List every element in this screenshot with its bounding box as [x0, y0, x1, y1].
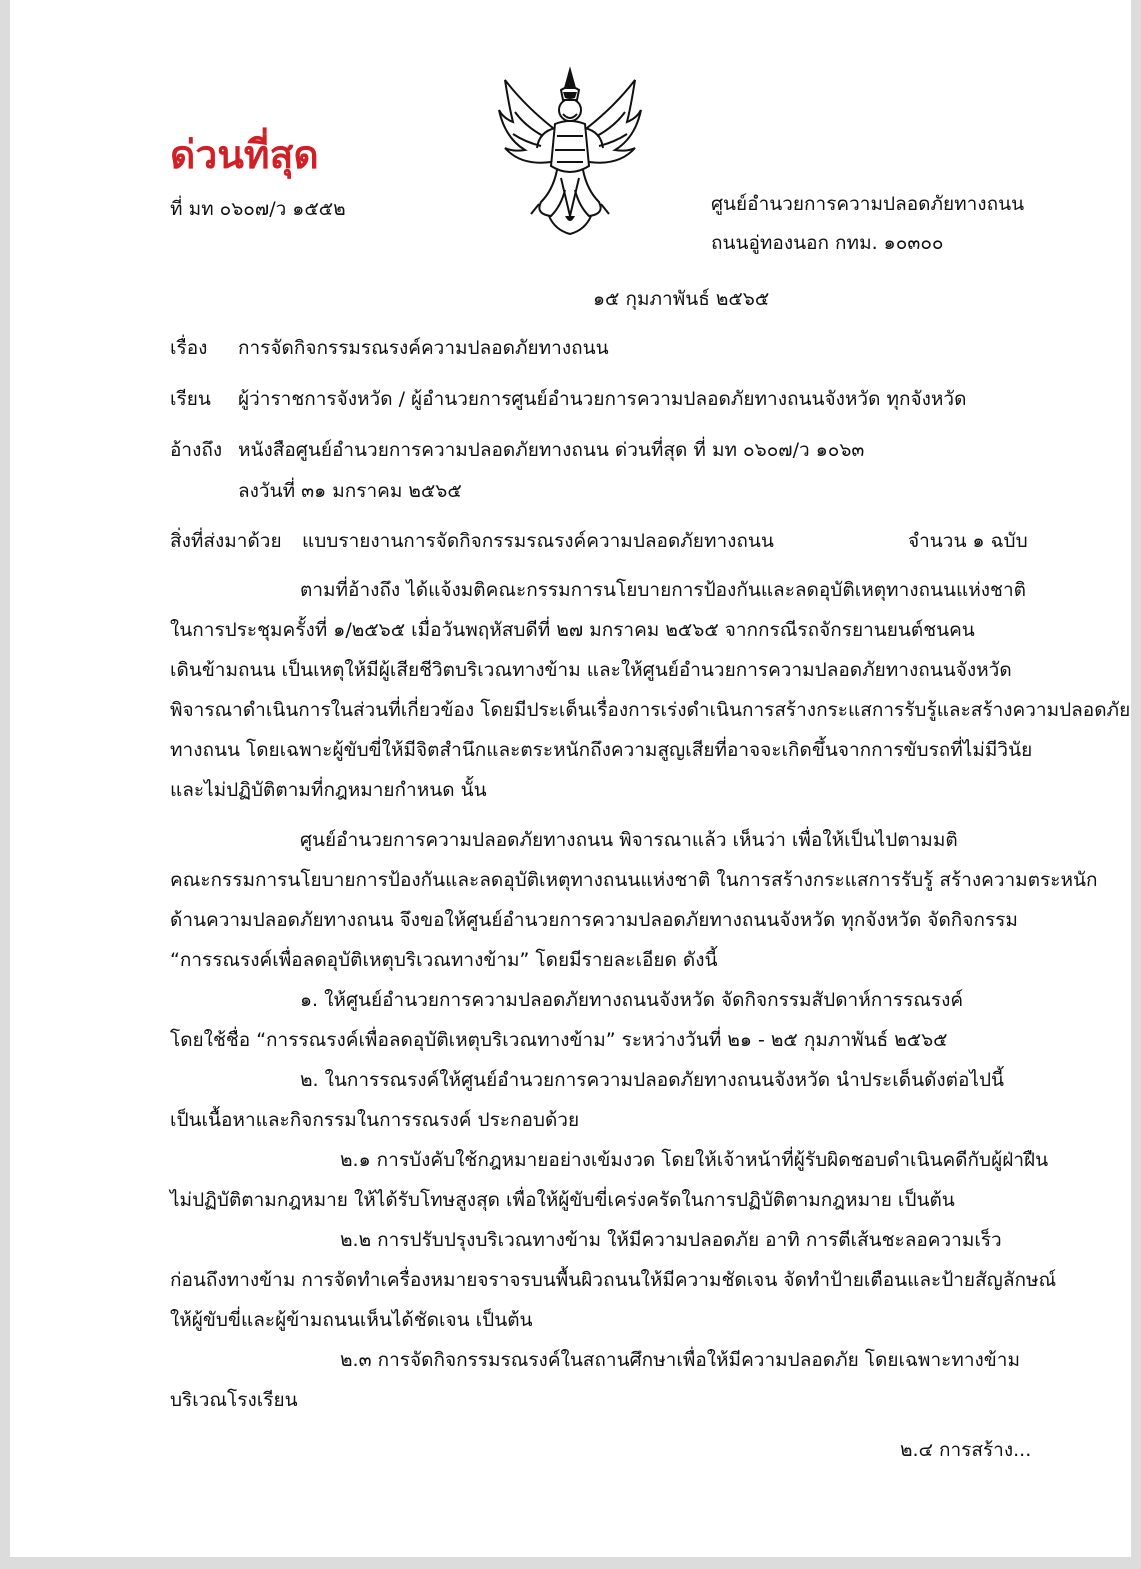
paragraph-2-line: คณะกรรมการนโยบายการป้องกันและลดอุบัติเหตุทางถนนแห่งชาติ ในการสร้างกระแสการรับรู้ สร้างความตระหนัก	[170, 869, 1098, 891]
organization-address: ถนนอู่ทองนอก กทม. ๑๐๓๐๐	[711, 232, 944, 254]
page-continuation: ๒.๔ การสร้าง...	[900, 1439, 1032, 1461]
page-edge-left	[0, 0, 10, 1569]
document-page	[10, 0, 1131, 1557]
paragraph-1-line: และไม่ปฏิบัติตามที่กฎหมายกำหนด นั้น	[170, 779, 487, 801]
item-2-1-line: ไม่ปฏิบัติตามกฎหมาย ให้ได้รับโทษสูงสุด เพื่อให้ผู้ขับขี่เคร่งครัดในการปฏิบัติตามกฎหมาย เป็นต้น	[170, 1189, 955, 1211]
paragraph-2-line: ศูนย์อำนวยการความปลอดภัยทางถนน พิจารณาแล้ว เห็นว่า เพื่อให้เป็นไปตามมติ	[300, 829, 958, 851]
enclosure-count: จำนวน ๑ ฉบับ	[908, 530, 1028, 552]
paragraph-1-line: ในการประชุมครั้งที่ ๑/๒๕๖๕ เมื่อวันพฤหัสบดีที่ ๒๗ มกราคม ๒๕๖๕ จากกรณีรถจักรยานยนต์ชนคน	[170, 619, 975, 641]
item-2-2-line: ก่อนถึงทางข้าม การจัดทำเครื่องหมายจราจรบนพื้นผิวถนนให้มีความชัดเจน จัดทำป้ายเตือนและป้ายสัญลักษณ์	[170, 1269, 1057, 1291]
item-2-1-line: ๒.๑ การบังคับใช้กฎหมายอย่างเข้มงวด โดยให้เจ้าหน้าที่ผู้รับผิดชอบดำเนินคดีกับผู้ฝ่าฝืน	[340, 1149, 1049, 1171]
subject-label: เรื่อง	[170, 337, 208, 359]
page-edge-bottom	[0, 1557, 1141, 1569]
reference-line-2: ลงวันที่ ๓๑ มกราคม ๒๕๖๕	[238, 480, 462, 502]
recipient-label: เรียน	[170, 388, 211, 410]
recipient-value: ผู้ว่าราชการจังหวัด / ผู้อำนวยการศูนย์อำนวยการความปลอดภัยทางถนนจังหวัด ทุกจังหวัด	[238, 388, 967, 410]
issuing-organization: ศูนย์อำนวยการความปลอดภัยทางถนน	[711, 193, 1025, 215]
document-date: ๑๕ กุมภาพันธ์ ๒๕๖๕	[593, 288, 770, 310]
urgency-stamp: ด่วนที่สุด	[170, 133, 319, 178]
enclosure-label: สิ่งที่ส่งมาด้วย	[170, 530, 282, 552]
garuda-emblem-icon	[495, 66, 645, 238]
reference-line-1: หนังสือศูนย์อำนวยการความปลอดภัยทางถนน ด่วนที่สุด ที่ มท ๐๖๐๗/ว ๑๐๖๓	[238, 439, 865, 461]
item-2-2-line: ๒.๒ การปรับปรุงบริเวณทางข้าม ให้มีความปลอดภัย อาทิ การตีเส้นชะลอความเร็ว	[340, 1229, 1002, 1251]
document-number: ที่ มท ๐๖๐๗/ว ๑๕๕๒	[170, 198, 346, 220]
item-2-3-line: บริเวณโรงเรียน	[170, 1389, 298, 1411]
paragraph-1-line: ตามที่อ้างถึง ได้แจ้งมติคณะกรรมการนโยบายการป้องกันและลดอุบัติเหตุทางถนนแห่งชาติ	[300, 579, 1026, 601]
paragraph-1-line: เดินข้ามถนน เป็นเหตุให้มีผู้เสียชีวิตบริเวณทางข้าม และให้ศูนย์อำนวยการความปลอดภัยทางถนนจังหวัด	[170, 659, 1012, 681]
item-1-line: โดยใช้ชื่อ “การรณรงค์เพื่อลดอุบัติเหตุบริเวณทางข้าม” ระหว่างวันที่ ๒๑ - ๒๕ กุมภาพันธ์ ๒๕๖๕	[170, 1029, 948, 1051]
reference-label: อ้างถึง	[170, 439, 223, 461]
paragraph-2-line: “การรณรงค์เพื่อลดอุบัติเหตุบริเวณทางข้าม” โดยมีรายละเอียด ดังนี้	[170, 949, 718, 971]
item-2-3-line: ๒.๓ การจัดกิจกรรมรณรงค์ในสถานศึกษาเพื่อให้มีความปลอดภัย โดยเฉพาะทางข้าม	[340, 1349, 1020, 1371]
item-2-2-line: ให้ผู้ขับขี่และผู้ข้ามถนนเห็นได้ชัดเจน เป็นต้น	[170, 1309, 533, 1331]
paragraph-2-line: ด้านความปลอดภัยทางถนน จึงขอให้ศูนย์อำนวยการความปลอดภัยทางถนนจังหวัด ทุกจังหวัด จัดกิจกรรม	[170, 909, 1018, 931]
enclosure-value: แบบรายงานการจัดกิจกรรมรณรงค์ความปลอดภัยทางถนน	[302, 530, 774, 552]
item-1-line: ๑. ให้ศูนย์อำนวยการความปลอดภัยทางถนนจังหวัด จัดกิจกรรมสัปดาห์การรณรงค์	[300, 989, 964, 1011]
page-edge-right	[1131, 0, 1141, 1569]
subject-value: การจัดกิจกรรมรณรงค์ความปลอดภัยทางถนน	[238, 337, 609, 359]
paragraph-1-line: พิจารณาดำเนินการในส่วนที่เกี่ยวข้อง โดยมีประเด็นเรื่องการเร่งดำเนินการสร้างกระแสการรับรู้และสร้างความปลอดภัย	[170, 699, 1131, 721]
item-2-line: เป็นเนื้อหาและกิจกรรมในการรณรงค์ ประกอบด้วย	[170, 1109, 580, 1131]
item-2-line: ๒. ในการรณรงค์ให้ศูนย์อำนวยการความปลอดภัยทางถนนจังหวัด นำประเด็นดังต่อไปนี้	[300, 1069, 1005, 1091]
paragraph-1-line: ทางถนน โดยเฉพาะผู้ขับขี่ให้มีจิตสำนึกและตระหนักถึงความสูญเสียที่อาจจะเกิดขึ้นจากการขับรถที่ไม่มีวินัย	[170, 739, 1033, 761]
